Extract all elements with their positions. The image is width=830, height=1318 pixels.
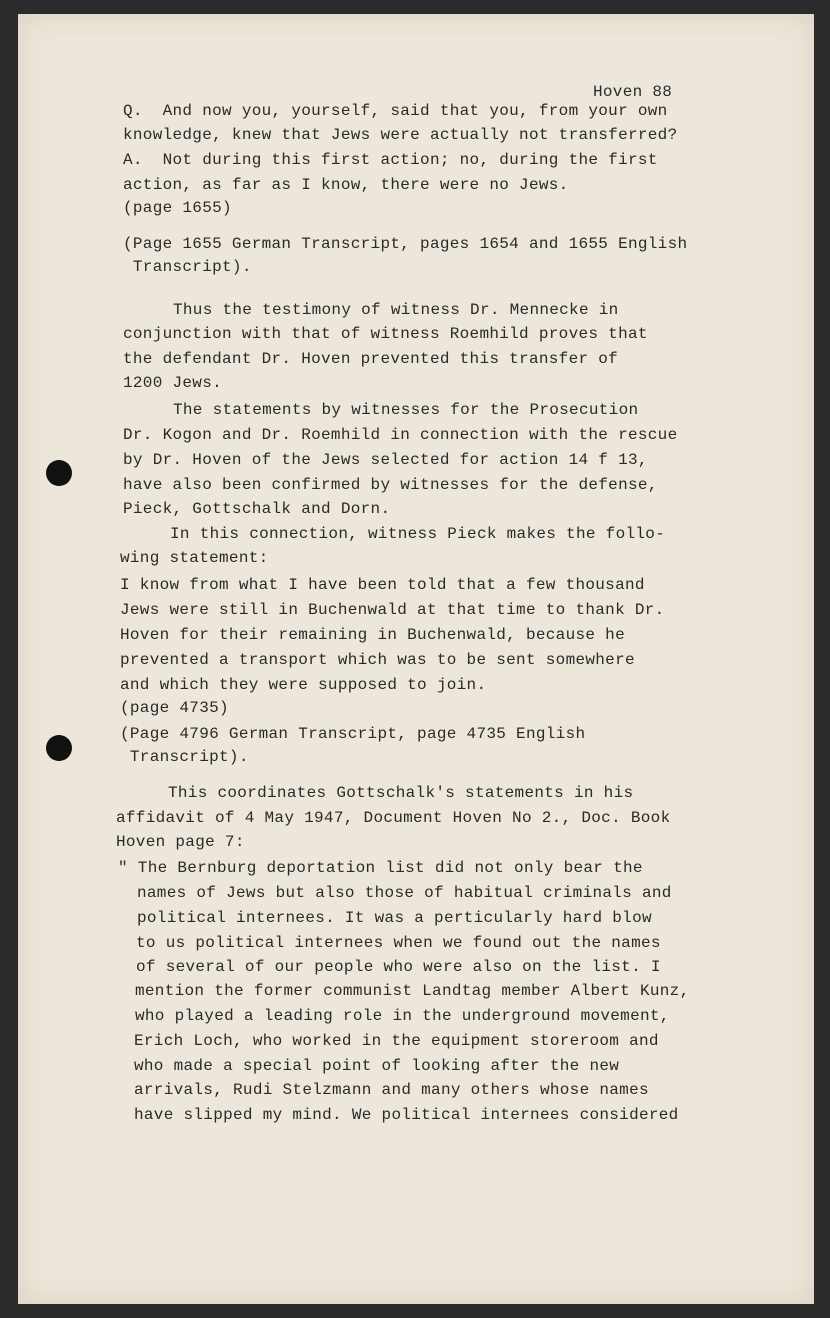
text-line: political internees. It was a perticularly hard blow: [137, 909, 652, 927]
punch-hole-bottom: [46, 735, 72, 761]
text-line: who played a leading role in the underground movement,: [135, 1007, 670, 1025]
page-number: Hoven 88: [593, 83, 673, 101]
text-line: A. Not during this first action; no, during the first: [123, 151, 658, 169]
text-line: 1200 Jews.: [123, 374, 223, 392]
text-line: Erich Loch, who worked in the equipment storeroom and: [134, 1032, 659, 1050]
text-line: Jews were still in Buchenwald at that time to thank Dr.: [120, 601, 665, 619]
text-line: mention the former communist Landtag member Albert Kunz,: [135, 982, 690, 1000]
text-line: (Page 4796 German Transcript, page 4735 English: [120, 725, 586, 743]
text-line: arrivals, Rudi Stelzmann and many others whose names: [134, 1081, 649, 1099]
text-line: conjunction with that of witness Roemhild proves that: [123, 325, 648, 343]
text-line: have slipped my mind. We political internees considered: [134, 1106, 679, 1124]
text-line: (Page 1655 German Transcript, pages 1654 and 1655 English: [123, 235, 688, 253]
text-line: The statements by witnesses for the Prosecution: [173, 401, 639, 419]
text-line: I know from what I have been told that a few thousand: [120, 576, 645, 594]
text-line: This coordinates Gottschalk's statements in his: [168, 784, 634, 802]
text-line: affidavit of 4 May 1947, Document Hoven No 2., Doc. Book: [116, 809, 671, 827]
text-line: Thus the testimony of witness Dr. Mennecke in: [173, 301, 619, 319]
text-line: action, as far as I know, there were no Jews.: [123, 176, 569, 194]
text-line: of several of our people who were also on the list. I: [136, 958, 661, 976]
text-line: prevented a transport which was to be sent somewhere: [120, 651, 635, 669]
text-line: by Dr. Hoven of the Jews selected for action 14 f 13,: [123, 451, 648, 469]
text-line: Hoven for their remaining in Buchenwald, because he: [120, 626, 625, 644]
text-line: Dr. Kogon and Dr. Roemhild in connection with the rescue: [123, 426, 678, 444]
text-line: (page 4735): [120, 699, 229, 717]
text-line: knowledge, knew that Jews were actually not transferred?: [123, 126, 678, 144]
text-line: Q. And now you, yourself, said that you, from your own: [123, 102, 668, 120]
text-line: " The Bernburg deportation list did not only bear the: [118, 859, 643, 877]
text-line: In this connection, witness Pieck makes the follo-: [170, 525, 666, 543]
text-line: Pieck, Gottschalk and Dorn.: [123, 500, 391, 518]
text-line: have also been confirmed by witnesses for the defense,: [123, 476, 658, 494]
text-line: (page 1655): [123, 199, 232, 217]
text-line: names of Jews but also those of habitual criminals and: [137, 884, 672, 902]
text-line: Transcript).: [123, 258, 252, 276]
text-line: to us political internees when we found out the names: [136, 934, 661, 952]
text-line: Transcript).: [120, 748, 249, 766]
text-line: who made a special point of looking after the new: [134, 1057, 620, 1075]
punch-hole-top: [46, 460, 72, 486]
text-line: and which they were supposed to join.: [120, 676, 487, 694]
document-page: [18, 14, 814, 1304]
text-line: Hoven page 7:: [116, 833, 245, 851]
text-line: the defendant Dr. Hoven prevented this transfer of: [123, 350, 619, 368]
text-line: wing statement:: [120, 549, 269, 567]
